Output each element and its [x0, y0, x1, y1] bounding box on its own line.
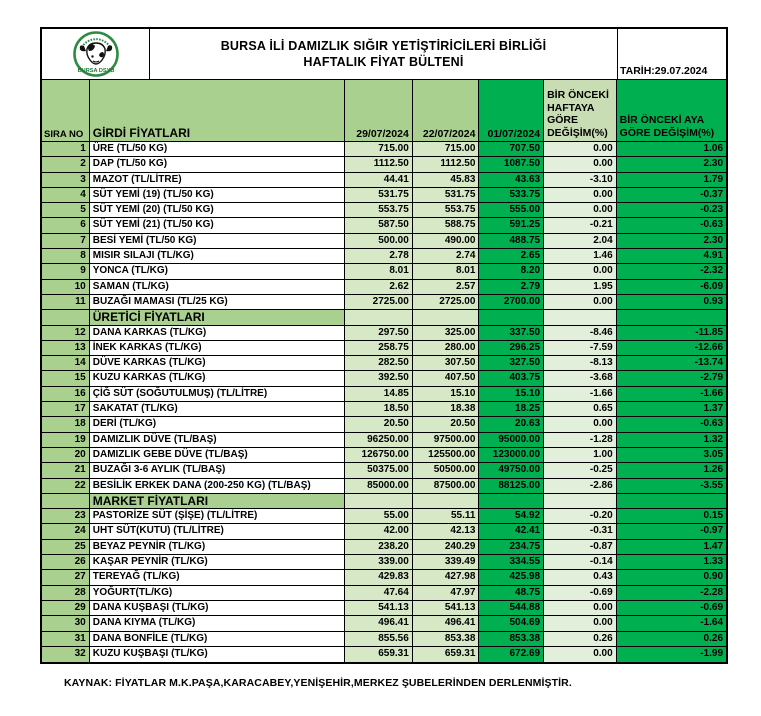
table-row [42, 295, 726, 310]
month-change-cell [617, 494, 726, 508]
week-change-cell: 1.95 [544, 280, 617, 294]
table-row [42, 555, 726, 570]
price-prev-month-cell: 533.75 [479, 188, 544, 202]
table-row [42, 203, 726, 218]
item-name: KAŞAR PEYNİR (TL/KG) [90, 555, 345, 569]
month-change-cell: -3.55 [617, 479, 726, 493]
row-number-cell: 22 [42, 479, 90, 493]
price-current-cell: 14.85 [345, 387, 413, 401]
row-number-cell: 8 [42, 249, 90, 263]
row-number-cell: 3 [42, 173, 90, 187]
item-name: BUZAĞI MAMASI (TL/25 KG) [90, 295, 345, 309]
price-current-cell: 392.50 [345, 371, 413, 385]
week-change-cell: -1.66 [544, 387, 617, 401]
row-number-cell: 15 [42, 371, 90, 385]
price-prev-week-cell: 553.75 [413, 203, 480, 217]
table-row [42, 647, 726, 662]
col-header-girdi-fiyatlari: GİRDİ FİYATLARI [90, 80, 345, 141]
price-prev-month-cell: 234.75 [479, 540, 544, 554]
row-number-cell: 10 [42, 280, 90, 294]
bulletin-date: TARİH:29.07.2024 [620, 65, 708, 77]
price-current-cell: 18.50 [345, 402, 413, 416]
price-current-cell: 1112.50 [345, 157, 413, 171]
price-current-cell: 429.83 [345, 570, 413, 584]
item-name: DAMIZLIK DÜVE (TL/BAŞ) [90, 433, 345, 447]
month-change-cell: -0.97 [617, 524, 726, 538]
item-name: TEREYAĞ (TL/KG) [90, 570, 345, 584]
week-change-cell: 0.00 [544, 647, 617, 662]
row-number-cell: 13 [42, 341, 90, 355]
month-change-cell: 0.15 [617, 509, 726, 523]
week-change-cell [544, 494, 617, 508]
item-name: BESİLİK ERKEK DANA (200-250 KG) (TL/BAŞ) [90, 479, 345, 493]
row-number-cell: 19 [42, 433, 90, 447]
item-name: YOĞURT(TL/KG) [90, 586, 345, 600]
source-note: KAYNAK: FİYATLAR M.K.PAŞA,KARACABEY,YENİŞEHİR,MERKEZ ŞUBELERİNDEN DERLENMİŞTİR. [64, 677, 572, 689]
price-prev-month-cell: 707.50 [479, 142, 544, 156]
table-row [42, 524, 726, 539]
price-current-cell: 2.78 [345, 249, 413, 263]
week-change-cell: 1.46 [544, 249, 617, 263]
price-prev-week-cell: 588.75 [413, 218, 480, 232]
table-row [42, 188, 726, 203]
price-prev-week-cell: 240.29 [413, 540, 480, 554]
price-prev-week-cell: 15.10 [413, 387, 480, 401]
month-change-cell: 1.32 [617, 433, 726, 447]
week-change-cell: 0.43 [544, 570, 617, 584]
price-prev-week-cell: 97500.00 [413, 433, 480, 447]
price-prev-week-cell: 20.50 [413, 417, 480, 431]
row-number-cell: 29 [42, 601, 90, 615]
item-name: UHT SÜT(KUTU) (TL/LİTRE) [90, 524, 345, 538]
table-row [42, 387, 726, 402]
table-row [42, 540, 726, 555]
row-number-cell: 7 [42, 234, 90, 248]
price-prev-week-cell: 307.50 [413, 356, 480, 370]
price-prev-week-cell: 125500.00 [413, 448, 480, 462]
table-row [42, 463, 726, 478]
week-change-cell: -1.28 [544, 433, 617, 447]
section-title: MARKET FİYATLARI [90, 494, 345, 508]
price-prev-month-cell: 327.50 [479, 356, 544, 370]
week-change-cell: 0.00 [544, 264, 617, 278]
month-change-cell: -11.85 [617, 326, 726, 340]
week-change-cell: -8.13 [544, 356, 617, 370]
col-header-week-change: BİR ÖNCEKİ HAFTAYA GÖRE DEĞİŞİM(%) [544, 80, 617, 141]
month-change-cell: -0.63 [617, 218, 726, 232]
table-row [42, 264, 726, 279]
month-change-cell: -1.64 [617, 616, 726, 630]
row-number-cell: 32 [42, 647, 90, 662]
title-band [42, 29, 726, 80]
price-current-cell: 282.50 [345, 356, 413, 370]
price-prev-week-cell: 2.57 [413, 280, 480, 294]
logo-cell [42, 29, 150, 79]
week-change-cell [544, 310, 617, 324]
price-current-cell: 2725.00 [345, 295, 413, 309]
price-prev-month-cell: 2.65 [479, 249, 544, 263]
price-prev-week-cell: 659.31 [413, 647, 480, 662]
month-change-cell: 1.26 [617, 463, 726, 477]
month-change-cell: 1.33 [617, 555, 726, 569]
item-name: DÜVE KARKAS (TL/KG) [90, 356, 345, 370]
table-row [42, 616, 726, 631]
month-change-cell: -0.23 [617, 203, 726, 217]
price-current-cell: 2.62 [345, 280, 413, 294]
price-prev-month-cell: 15.10 [479, 387, 544, 401]
month-change-cell: 0.90 [617, 570, 726, 584]
week-change-cell: -0.14 [544, 555, 617, 569]
price-current-cell: 297.50 [345, 326, 413, 340]
price-current-cell: 339.00 [345, 555, 413, 569]
col-header-date-prev-week: 22/07/2024 [413, 80, 480, 141]
item-name: DANA KUŞBAŞI (TL/KG) [90, 601, 345, 615]
item-name: SÜT YEMİ (20) (TL/50 KG) [90, 203, 345, 217]
week-change-cell: 0.00 [544, 203, 617, 217]
col-header-sira-no: SIRA NO [42, 80, 90, 141]
price-current-cell: 126750.00 [345, 448, 413, 462]
week-change-cell: -0.25 [544, 463, 617, 477]
col-header-date-current: 29/07/2024 [345, 80, 413, 141]
table-body [42, 142, 726, 662]
price-prev-month-cell: 8.20 [479, 264, 544, 278]
table-row [42, 234, 726, 249]
price-prev-week-cell [413, 494, 480, 508]
row-number-cell: 17 [42, 402, 90, 416]
month-change-cell: -1.99 [617, 647, 726, 662]
col-header-date-prev-month: 01/07/2024 [479, 80, 544, 141]
row-number-cell: 20 [42, 448, 90, 462]
month-change-cell: -6.09 [617, 280, 726, 294]
item-name: DANA KIYMA (TL/KG) [90, 616, 345, 630]
price-prev-week-cell: 2725.00 [413, 295, 480, 309]
item-name: ÜRE (TL/50 KG) [90, 142, 345, 156]
row-number-cell: 6 [42, 218, 90, 232]
price-current-cell: 42.00 [345, 524, 413, 538]
month-change-cell: -13.74 [617, 356, 726, 370]
price-prev-month-cell: 54.92 [479, 509, 544, 523]
table-row [42, 157, 726, 172]
item-name: MAZOT (TL/LİTRE) [90, 173, 345, 187]
row-number-cell: 28 [42, 586, 90, 600]
item-name: DERİ (TL/KG) [90, 417, 345, 431]
week-change-cell: 2.04 [544, 234, 617, 248]
week-change-cell: 0.00 [544, 601, 617, 615]
table-row [42, 356, 726, 371]
col-header-month-change: BİR ÖNCEKİ AYA GÖRE DEĞİŞİM(%) [617, 80, 726, 141]
row-number-cell: 4 [42, 188, 90, 202]
week-change-cell: 0.00 [544, 188, 617, 202]
item-name: DAP (TL/50 KG) [90, 157, 345, 171]
price-prev-month-cell: 20.63 [479, 417, 544, 431]
week-change-cell: 0.00 [544, 142, 617, 156]
price-prev-week-cell: 1112.50 [413, 157, 480, 171]
week-change-cell: 0.26 [544, 632, 617, 646]
price-current-cell: 500.00 [345, 234, 413, 248]
price-prev-month-cell: 591.25 [479, 218, 544, 232]
month-change-cell: 1.37 [617, 402, 726, 416]
item-name: DAMIZLIK GEBE DÜVE (TL/BAŞ) [90, 448, 345, 462]
bulletin-title [150, 29, 618, 79]
row-number-cell: 2 [42, 157, 90, 171]
price-prev-week-cell: 407.50 [413, 371, 480, 385]
price-prev-week-cell: 715.00 [413, 142, 480, 156]
month-change-cell: 4.91 [617, 249, 726, 263]
item-name: DANA BONFİLE (TL/KG) [90, 632, 345, 646]
month-change-cell: -12.66 [617, 341, 726, 355]
row-number-cell: 1 [42, 142, 90, 156]
price-prev-month-cell: 2.79 [479, 280, 544, 294]
table-row [42, 479, 726, 494]
row-number-cell: 24 [42, 524, 90, 538]
price-current-cell: 496.41 [345, 616, 413, 630]
price-prev-week-cell [413, 310, 480, 324]
price-prev-month-cell: 48.75 [479, 586, 544, 600]
table-row [42, 218, 726, 233]
item-name: BESİ YEMİ (TL/50 KG) [90, 234, 345, 248]
price-prev-week-cell: 47.97 [413, 586, 480, 600]
price-prev-month-cell: 1087.50 [479, 157, 544, 171]
week-change-cell: -0.31 [544, 524, 617, 538]
row-number-cell: 30 [42, 616, 90, 630]
month-change-cell: 1.47 [617, 540, 726, 554]
section-title: ÜRETİCİ FİYATLARI [90, 310, 345, 324]
price-prev-month-cell: 853.38 [479, 632, 544, 646]
item-name: MISIR SILAJI (TL/KG) [90, 249, 345, 263]
row-number-cell: 27 [42, 570, 90, 584]
week-change-cell: -0.87 [544, 540, 617, 554]
row-number-cell: 31 [42, 632, 90, 646]
logo-text: BURSA DSYB [77, 68, 114, 74]
week-change-cell: -0.21 [544, 218, 617, 232]
week-change-cell: 0.00 [544, 417, 617, 431]
price-prev-month-cell: 403.75 [479, 371, 544, 385]
month-change-cell: 2.30 [617, 234, 726, 248]
row-number-cell: 23 [42, 509, 90, 523]
price-prev-month-cell: 488.75 [479, 234, 544, 248]
table-row [42, 173, 726, 188]
price-prev-month-cell: 42.41 [479, 524, 544, 538]
table-row [42, 249, 726, 264]
week-change-cell: -0.69 [544, 586, 617, 600]
month-change-cell [617, 310, 726, 324]
price-current-cell: 238.20 [345, 540, 413, 554]
row-number-cell [42, 494, 90, 508]
week-change-cell: -8.46 [544, 326, 617, 340]
price-prev-week-cell: 531.75 [413, 188, 480, 202]
item-name: SAKATAT (TL/KG) [90, 402, 345, 416]
table-row [42, 448, 726, 463]
price-current-cell: 531.75 [345, 188, 413, 202]
item-name: DANA KARKAS (TL/KG) [90, 326, 345, 340]
week-change-cell: 0.00 [544, 295, 617, 309]
row-number-cell: 5 [42, 203, 90, 217]
item-name: KUZU KARKAS (TL/KG) [90, 371, 345, 385]
price-current-cell: 44.41 [345, 173, 413, 187]
price-prev-week-cell: 18.38 [413, 402, 480, 416]
month-change-cell: -0.63 [617, 417, 726, 431]
price-current-cell: 8.01 [345, 264, 413, 278]
price-current-cell: 715.00 [345, 142, 413, 156]
item-name: ÇİĞ SÜT (SOĞUTULMUŞ) (TL/LİTRE) [90, 387, 345, 401]
table-row [42, 371, 726, 386]
price-prev-week-cell: 427.98 [413, 570, 480, 584]
item-name: İNEK KARKAS (TL/KG) [90, 341, 345, 355]
section-header-row [42, 494, 726, 509]
price-current-cell: 258.75 [345, 341, 413, 355]
item-name: SÜT YEMİ (21) (TL/50 KG) [90, 218, 345, 232]
price-prev-month-cell: 18.25 [479, 402, 544, 416]
month-change-cell: -0.37 [617, 188, 726, 202]
table-row [42, 570, 726, 585]
row-number-cell: 26 [42, 555, 90, 569]
price-current-cell: 541.13 [345, 601, 413, 615]
section-header-row [42, 310, 726, 325]
row-number-cell: 12 [42, 326, 90, 340]
price-prev-week-cell: 8.01 [413, 264, 480, 278]
week-change-cell: -3.68 [544, 371, 617, 385]
table-row [42, 586, 726, 601]
price-prev-month-cell: 2700.00 [479, 295, 544, 309]
price-bulletin-table [40, 27, 728, 664]
month-change-cell: -1.66 [617, 387, 726, 401]
row-number-cell: 14 [42, 356, 90, 370]
price-prev-week-cell: 490.00 [413, 234, 480, 248]
price-prev-week-cell: 853.38 [413, 632, 480, 646]
price-prev-month-cell: 88125.00 [479, 479, 544, 493]
column-header-row [42, 80, 726, 142]
table-row [42, 433, 726, 448]
cow-emblem-icon [72, 30, 120, 78]
price-prev-month-cell: 555.00 [479, 203, 544, 217]
item-name: BUZAĞI 3-6 AYLIK (TL/BAŞ) [90, 463, 345, 477]
table-row [42, 142, 726, 157]
row-number-cell [42, 310, 90, 324]
price-prev-month-cell: 425.98 [479, 570, 544, 584]
price-current-cell: 587.50 [345, 218, 413, 232]
price-prev-week-cell: 280.00 [413, 341, 480, 355]
price-current-cell: 855.56 [345, 632, 413, 646]
table-row [42, 280, 726, 295]
price-current-cell [345, 494, 413, 508]
table-row [42, 417, 726, 432]
table-row [42, 601, 726, 616]
price-prev-week-cell: 2.74 [413, 249, 480, 263]
price-prev-week-cell: 325.00 [413, 326, 480, 340]
week-change-cell: -7.59 [544, 341, 617, 355]
bursa-dsyb-logo [72, 30, 120, 78]
month-change-cell: -2.28 [617, 586, 726, 600]
month-change-cell: 1.79 [617, 173, 726, 187]
month-change-cell: 0.93 [617, 295, 726, 309]
price-current-cell: 50375.00 [345, 463, 413, 477]
month-change-cell: -0.69 [617, 601, 726, 615]
bulletin-subtitle: HAFTALIK FİYAT BÜLTENİ [303, 55, 464, 69]
row-number-cell: 11 [42, 295, 90, 309]
price-prev-month-cell: 544.88 [479, 601, 544, 615]
price-prev-week-cell: 45.83 [413, 173, 480, 187]
table-row [42, 341, 726, 356]
price-current-cell: 96250.00 [345, 433, 413, 447]
org-name: BURSA İLİ DAMIZLIK SIĞIR YETİŞTİRİCİLERİ BİRLİĞİ [220, 39, 547, 53]
price-prev-week-cell: 339.49 [413, 555, 480, 569]
table-row [42, 402, 726, 417]
table-row [42, 632, 726, 647]
price-current-cell [345, 310, 413, 324]
price-prev-week-cell: 496.41 [413, 616, 480, 630]
table-row [42, 326, 726, 341]
price-prev-month-cell [479, 310, 544, 324]
row-number-cell: 21 [42, 463, 90, 477]
week-change-cell: 1.00 [544, 448, 617, 462]
price-prev-month-cell: 334.55 [479, 555, 544, 569]
week-change-cell: 0.65 [544, 402, 617, 416]
item-name: SAMAN (TL/KG) [90, 280, 345, 294]
price-prev-month-cell [479, 494, 544, 508]
price-prev-month-cell: 49750.00 [479, 463, 544, 477]
month-change-cell: 3.05 [617, 448, 726, 462]
price-current-cell: 553.75 [345, 203, 413, 217]
week-change-cell: -3.10 [544, 173, 617, 187]
row-number-cell: 18 [42, 417, 90, 431]
price-current-cell: 85000.00 [345, 479, 413, 493]
price-prev-month-cell: 95000.00 [479, 433, 544, 447]
week-change-cell: 0.00 [544, 157, 617, 171]
month-change-cell: 1.06 [617, 142, 726, 156]
price-prev-month-cell: 43.63 [479, 173, 544, 187]
week-change-cell: -0.20 [544, 509, 617, 523]
price-prev-month-cell: 123000.00 [479, 448, 544, 462]
price-prev-month-cell: 672.69 [479, 647, 544, 662]
item-name: SÜT YEMİ (19) (TL/50 KG) [90, 188, 345, 202]
item-name: YONCA (TL/KG) [90, 264, 345, 278]
month-change-cell: -2.32 [617, 264, 726, 278]
price-prev-month-cell: 337.50 [479, 326, 544, 340]
price-current-cell: 47.64 [345, 586, 413, 600]
price-current-cell: 20.50 [345, 417, 413, 431]
week-change-cell: 0.00 [544, 616, 617, 630]
item-name: PASTORİZE SÜT (ŞİŞE) (TL/LİTRE) [90, 509, 345, 523]
price-prev-week-cell: 42.13 [413, 524, 480, 538]
week-change-cell: -2.86 [544, 479, 617, 493]
price-prev-week-cell: 50500.00 [413, 463, 480, 477]
row-number-cell: 16 [42, 387, 90, 401]
item-name: KUZU KUŞBAŞI (TL/KG) [90, 647, 345, 662]
price-prev-week-cell: 87500.00 [413, 479, 480, 493]
row-number-cell: 25 [42, 540, 90, 554]
price-prev-week-cell: 55.11 [413, 509, 480, 523]
price-prev-month-cell: 296.25 [479, 341, 544, 355]
price-prev-week-cell: 541.13 [413, 601, 480, 615]
month-change-cell: -2.79 [617, 371, 726, 385]
table-row [42, 509, 726, 524]
month-change-cell: 0.26 [617, 632, 726, 646]
price-prev-month-cell: 504.69 [479, 616, 544, 630]
price-current-cell: 55.00 [345, 509, 413, 523]
price-current-cell: 659.31 [345, 647, 413, 662]
item-name: BEYAZ PEYNİR (TL/KG) [90, 540, 345, 554]
row-number-cell: 9 [42, 264, 90, 278]
month-change-cell: 2.30 [617, 157, 726, 171]
